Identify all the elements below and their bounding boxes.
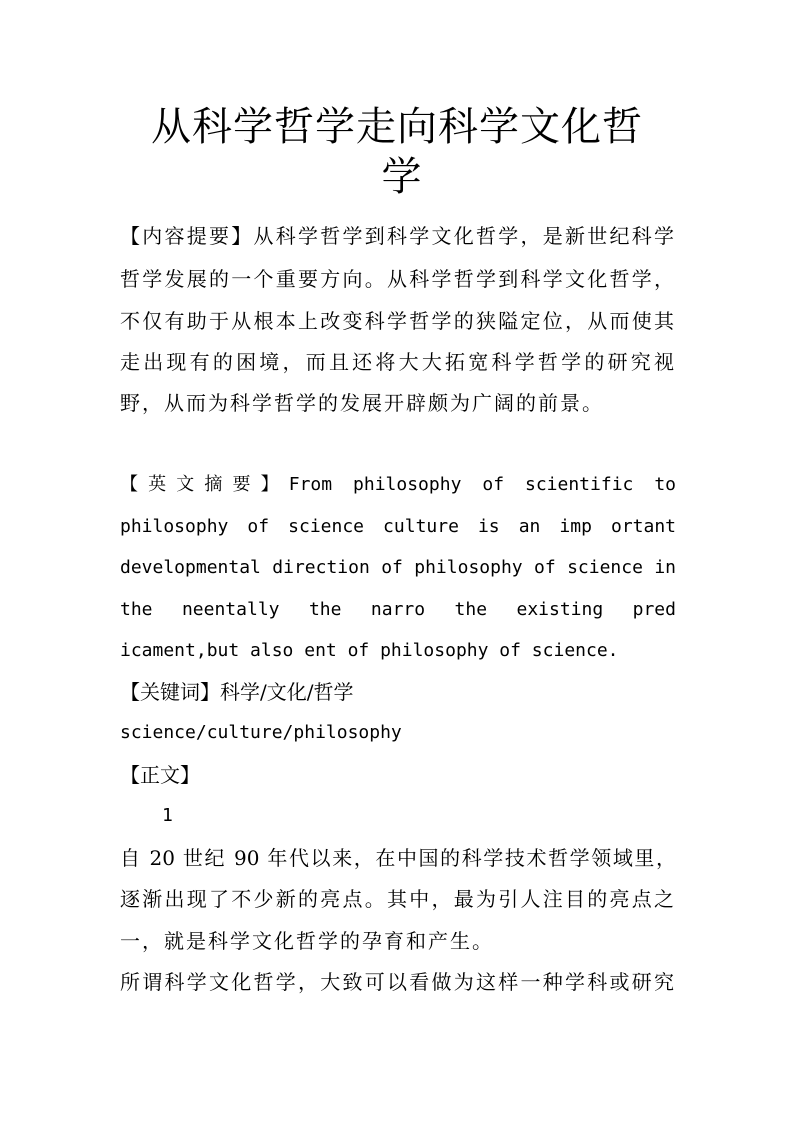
page-title-line-1: 从科学哲学走向科学文化哲 <box>151 104 643 150</box>
body-heading: 【正文】 <box>120 763 200 787</box>
abstract-cn-line-5: 野，从而为科学哲学的发展开辟颇为广阔的前景。 <box>120 391 604 415</box>
abstract-cn-line-4: 走出现有的困境，而且还将大大拓宽科学哲学的研究视 <box>120 350 676 374</box>
abstract-en-line-2: philosophy of science culture is an imp ortant <box>120 516 676 537</box>
section-number: 1 <box>162 805 173 826</box>
abstract-en-line-4: the neentally the narro the existing pred <box>120 599 676 620</box>
abstract-cn-line-1: 【内容提要】从科学哲学到科学文化哲学，是新世纪科学 <box>120 224 676 248</box>
abstract-cn-line-3: 不仅有助于从根本上改变科学哲学的狭隘定位，从而使其 <box>120 309 676 333</box>
abstract-en-line-5: icament,but also ent of philosophy of science. <box>120 640 619 661</box>
abstract-cn-line-2: 哲学发展的一个重要方向。从科学哲学到科学文化哲学， <box>120 267 676 291</box>
body-line-3: 一，就是科学文化哲学的孕育和产生。 <box>120 929 494 953</box>
keywords-cn: 【关键词】科学/文化/哲学 <box>120 680 354 704</box>
page-title-line-2: 学 <box>381 154 423 200</box>
keywords-en: science/culture/philosophy <box>120 722 402 743</box>
abstract-en-line-3: developmental direction of philosophy of science in <box>120 557 676 578</box>
body-line-2: 逐渐出现了不少新的亮点。其中，最为引人注目的亮点之 <box>120 887 676 911</box>
abstract-en-line-1: 【英文摘要】From philosophy of scientific to <box>120 474 676 495</box>
body-line-1: 自 20 世纪 90 年代以来，在中国的科学技术哲学领域里， <box>120 846 676 870</box>
body-line-4: 所谓科学文化哲学，大致可以看做为这样一种学科或研究 <box>120 970 676 994</box>
